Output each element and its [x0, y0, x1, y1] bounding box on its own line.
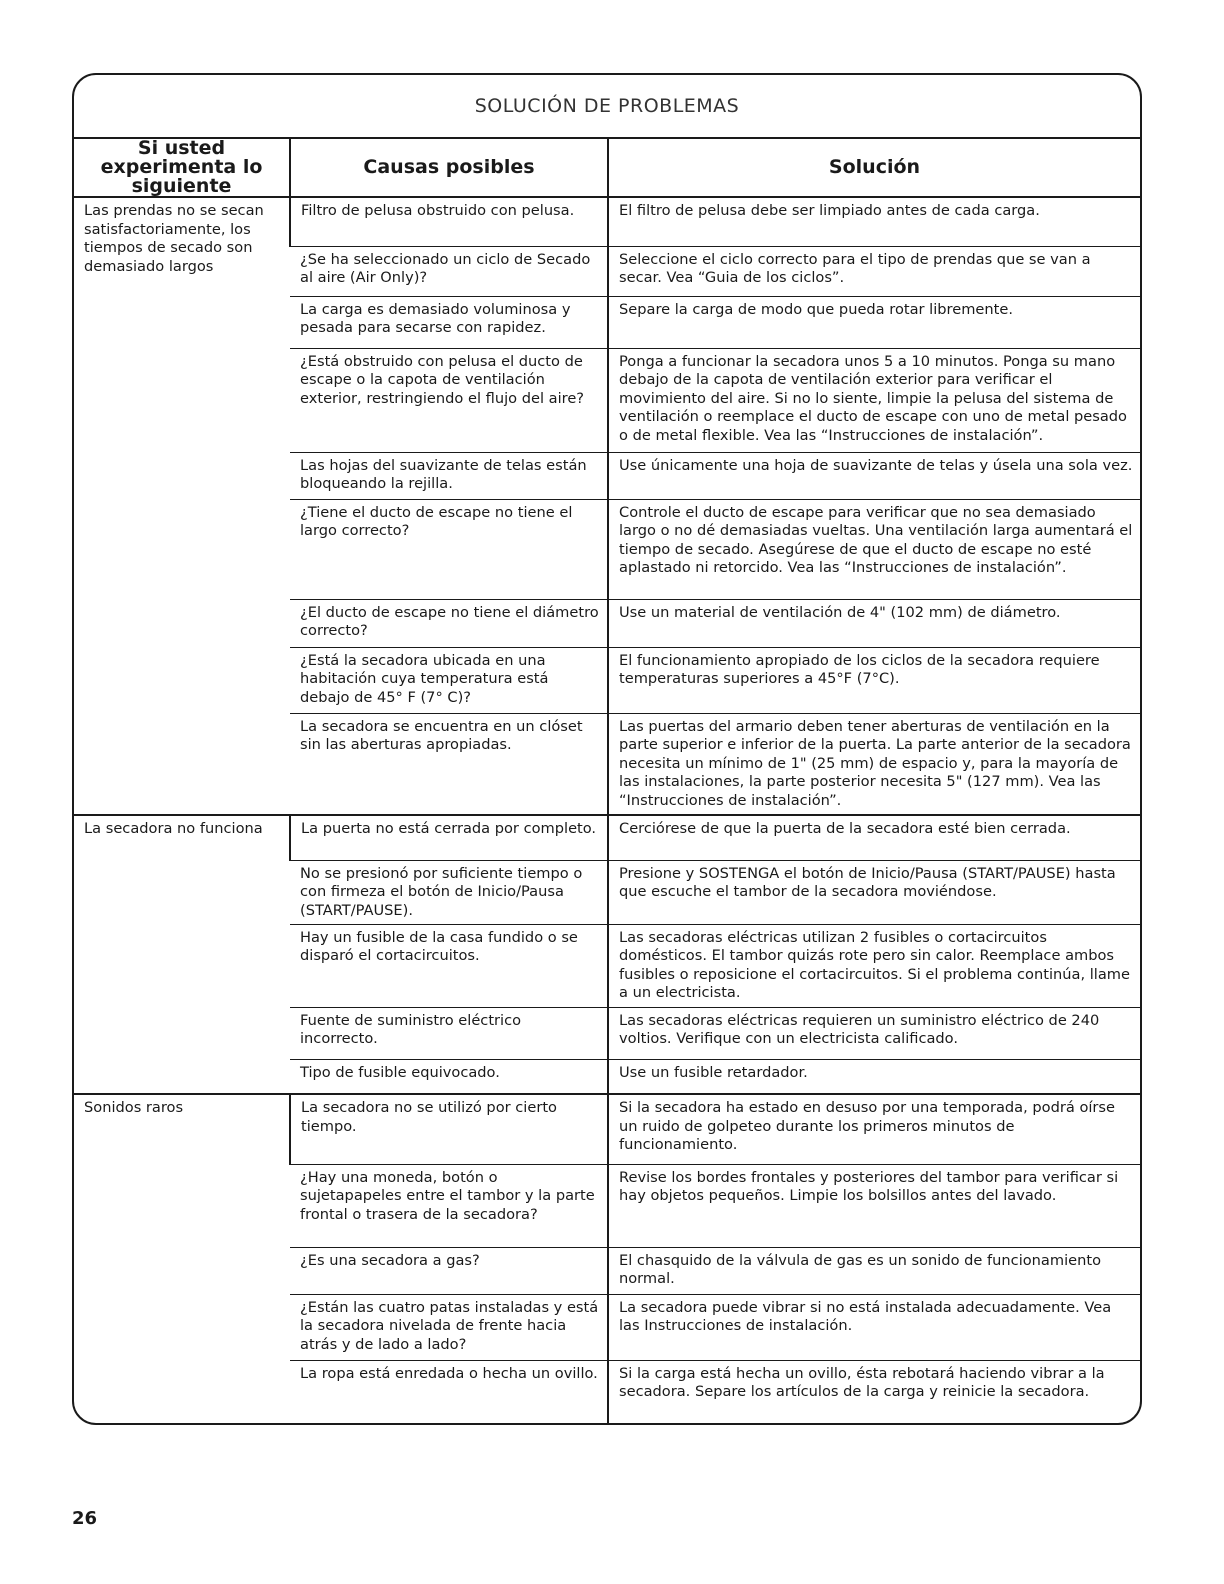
solution-cell: Las puertas del armario deben tener aberturas de ventilación en la parte superior e inferior de la puerta. La parte anterior de la secadora necesita un mínimo de 1" (25 mm) de espacio y, para la mayoría de las instalaciones, la parte posterior necesita 5" (127 mm). Vea las “Instrucciones de instalación”. [608, 713, 1140, 815]
cause-cell: La secadora no se utilizó por cierto tiempo. [290, 1094, 608, 1164]
symptom-cell: Sonidos raros [84, 1099, 184, 1116]
solution-cell: El chasquido de la válvula de gas es un sonido de funcionamiento normal. [608, 1247, 1140, 1294]
header-solution: Solución [608, 139, 1140, 197]
cause-cell: No se presionó por suficiente tiempo o con firmeza el botón de Inicio/Pausa (START/PAUSE). [290, 860, 608, 924]
solution-cell: Separe la carga de modo que pueda rotar libremente. [608, 296, 1140, 348]
solution-cell: El filtro de pelusa debe ser limpiado antes de cada carga. [608, 197, 1140, 246]
solution-cell: Revise los bordes frontales y posteriores del tambor para verificar si hay objetos pequeños. Limpie los bolsillos antes del lavado. [608, 1164, 1140, 1247]
symptom-cell: Las prendas no se secan satisfactoriamente, los tiempos de secado son demasiado largos [74, 197, 290, 815]
cause-cell: ¿Están las cuatro patas instaladas y está la secadora nivelada de frente hacia atrás y de lado a lado? [290, 1294, 608, 1360]
solution-cell: Las secadoras eléctricas requieren un suministro eléctrico de 240 voltios. Verifique con un electricista calificado. [608, 1007, 1140, 1059]
cause-cell: ¿Está la secadora ubicada en una habitación cuya temperatura está debajo de 45° F (7° C)? [290, 647, 608, 713]
solution-cell: Use un fusible retardador. [608, 1059, 1140, 1094]
cause-cell: ¿Tiene el ducto de escape no tiene el largo correcto? [290, 499, 608, 599]
cause-cell: ¿Es una secadora a gas? [290, 1247, 608, 1294]
cause-cell: ¿Hay una moneda, botón o sujetapapeles entre el tambor y la parte frontal o trasera de la secadora? [290, 1164, 608, 1247]
cause-cell: ¿El ducto de escape no tiene el diámetro correcto? [290, 599, 608, 647]
solution-cell: La secadora puede vibrar si no está instalada adecuadamente. Vea las Instrucciones de instalación. [608, 1294, 1140, 1360]
solution-cell: Si la carga está hecha un ovillo, ésta rebotará haciendo vibrar a la secadora. Separe los artículos de la carga y reinicie la secadora. [608, 1360, 1140, 1425]
solution-cell: Use un material de ventilación de 4" (102 mm) de diámetro. [608, 599, 1140, 647]
cause-cell: La puerta no está cerrada por completo. [290, 815, 608, 860]
solution-cell: Si la secadora ha estado en desuso por una temporada, podrá oírse un ruido de golpeteo durante los primeros minutos de funcionamiento. [608, 1094, 1140, 1164]
cause-cell: Fuente de suministro eléctrico incorrecto. [290, 1007, 608, 1059]
table-row [74, 1094, 1140, 1164]
cause-cell: Hay un fusible de la casa fundido o se disparó el cortacircuitos. [290, 924, 608, 1007]
solution-cell: Cerciórese de que la puerta de la secadora esté bien cerrada. [608, 815, 1140, 860]
troubleshooting-panel [72, 73, 1142, 1425]
troubleshooting-table [74, 139, 1140, 1425]
cause-cell: Las hojas del suavizante de telas están bloqueando la rejilla. [290, 452, 608, 499]
solution-cell: Controle el ducto de escape para verificar que no sea demasiado largo o no dé demasiadas vueltas. Una ventilación larga aumentará el tiempo de secado. Asegúrese de que el ducto de escape no esté aplastado ni retorcido. Vea las “Instrucciones de instalación”. [608, 499, 1140, 599]
header-causes: Causas posibles [290, 139, 608, 197]
solution-cell: Seleccione el ciclo correcto para el tipo de prendas que se van a secar. Vea “Guia de los ciclos”. [608, 246, 1140, 296]
symptom-cell: La secadora no funciona [74, 815, 290, 1094]
cause-cell: Filtro de pelusa obstruido con pelusa. [290, 197, 608, 246]
cause-cell: La secadora se encuentra en un clóset sin las aberturas apropiadas. [290, 713, 608, 815]
table-row [74, 197, 1140, 246]
solution-cell: Presione y SOSTENGA el botón de Inicio/Pausa (START/PAUSE) hasta que escuche el tambor de la secadora moviéndose. [608, 860, 1140, 924]
header-symptom: Si usted experimenta lo siguiente [74, 139, 290, 197]
solution-cell: Las secadoras eléctricas utilizan 2 fusibles o cortacircuitos domésticos. El tambor quizás rote pero sin calor. Reemplace ambos fusibles o reposicione el cortacircuitos. Si el problema continúa, llame a un electricista. [608, 924, 1140, 1007]
solution-cell: Ponga a funcionar la secadora unos 5 a 10 minutos. Ponga su mano debajo de la capota de ventilación exterior para verificar el movimiento del aire. Si no lo siente, limpie la pelusa del sistema de ventilación o reemplace el ducto de escape con uno de metal pesado o de metal flexible. Vea las “Instrucciones de instalación”. [608, 348, 1140, 452]
table-row [74, 815, 1140, 860]
cause-cell: La carga es demasiado voluminosa y pesada para secarse con rapidez. [290, 296, 608, 348]
page-number: 26 [72, 1508, 98, 1529]
solution-cell: Use únicamente una hoja de suavizante de telas y úsela una sola vez. [608, 452, 1140, 499]
cause-cell: La ropa está enredada o hecha un ovillo. [300, 1364, 598, 1382]
section-title: SOLUCIÓN DE PROBLEMAS [74, 75, 1140, 139]
cause-cell: ¿Se ha seleccionado un ciclo de Secado al aire (Air Only)? [290, 246, 608, 296]
solution-cell: El funcionamiento apropiado de los ciclos de la secadora requiere temperaturas superiores a 45°F (7°C). [608, 647, 1140, 713]
cause-cell: ¿Está obstruido con pelusa el ducto de escape o la capota de ventilación exterior, restringiendo el flujo del aire? [290, 348, 608, 452]
cause-cell: Tipo de fusible equivocado. [290, 1059, 608, 1094]
